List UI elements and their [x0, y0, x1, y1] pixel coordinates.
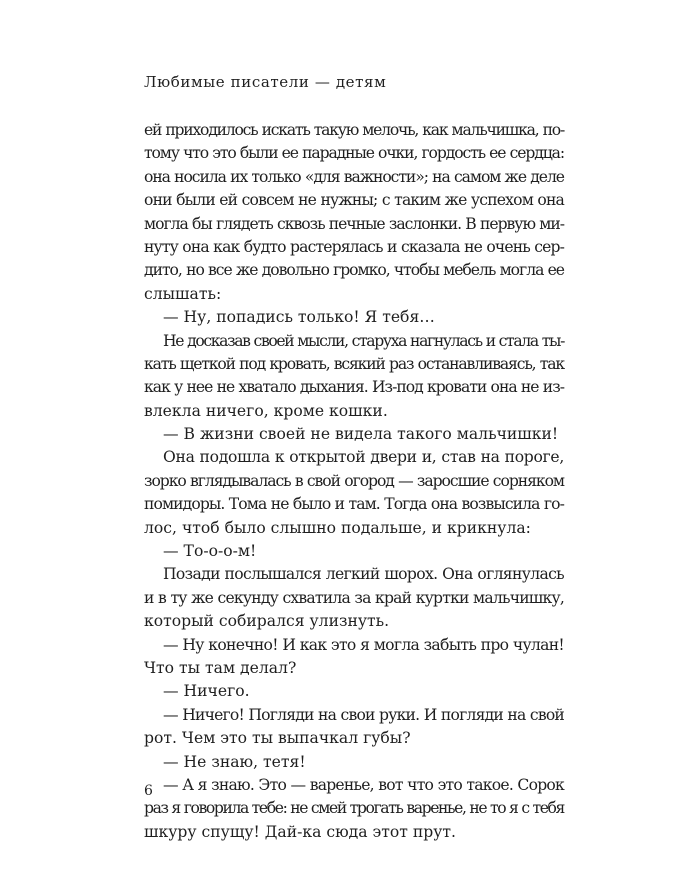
text-line: тому что это были ее парадные очки, гордость ее сердца:: [144, 144, 564, 163]
text-line: Что ты там делал?: [144, 658, 297, 677]
text-line: рот. Чем это ты выпачкал губы?: [144, 729, 411, 748]
text-line: они были ей совсем не нужны; с таким же успехом она: [144, 191, 564, 210]
text-line: слышать:: [144, 284, 222, 303]
text-line: Позади послышался легкий шорох. Она оглянулась: [163, 565, 564, 584]
text-line: Не досказав своей мысли, старуха нагнулась и стала ты-: [163, 331, 564, 350]
text-line: — То-о-о-м!: [163, 542, 257, 561]
running-header: Любимые писатели — детям: [144, 73, 387, 91]
text-line: дито, но все же довольно громко, чтобы мебель могла ее: [144, 261, 564, 280]
text-line: помидоры. Тома не было и там. Тогда она возвысила го-: [144, 495, 564, 514]
page-number: 6: [144, 783, 153, 799]
text-line: зорко вглядывалась в свой огород — заросшие сорняком: [144, 471, 564, 490]
text-line: раз я говорила тебе: не смей трогать варенье, не то я с тебя: [144, 799, 564, 818]
text-line: — Не знаю, тетя!: [163, 752, 306, 771]
text-line: могла бы глядеть сквозь печные заслонки. В первую ми-: [144, 214, 564, 233]
text-line: — Ну конечно! И как это я могла забыть про чулан!: [163, 635, 564, 654]
text-line: — Ничего.: [163, 682, 250, 701]
text-line: — В жизни своей не видела такого мальчишки!: [163, 425, 559, 444]
text-line: который собирался улизнуть.: [144, 612, 390, 631]
text-line: — А я знаю. Это — варенье, вот что это такое. Сорок: [163, 775, 564, 794]
text-line: и в ту же секунду схватила за край куртки мальчишку,: [144, 588, 564, 607]
text-line: кать щеткой под кровать, всякий раз останавливаясь, так: [144, 354, 564, 373]
text-line: нуту она как будто растерялась и сказала не очень сер-: [144, 237, 564, 256]
text-line: лос, чтоб было слышно подальше, и крикнула:: [144, 518, 531, 537]
text-line: ей приходилось искать такую мелочь, как мальчишка, по-: [144, 121, 564, 139]
text-line: как у нее не хватало дыхания. Из-под кровати она не из-: [144, 378, 564, 397]
text-line: влекла ничего, кроме кошки.: [144, 401, 388, 420]
body-text: [144, 119, 564, 844]
text-line: шкуру спущу! Дай-ка сюда этот прут.: [144, 822, 456, 841]
text-line: она носила их только «для важности»; на самом же деле: [144, 167, 564, 186]
text-line: Она подошла к открытой двери и, став на пороге,: [163, 448, 564, 467]
text-line: — Ну, попадись только! Я тебя…: [163, 308, 435, 327]
text-line: — Ничего! Погляди на свои руки. И погляди на свой: [163, 705, 564, 724]
